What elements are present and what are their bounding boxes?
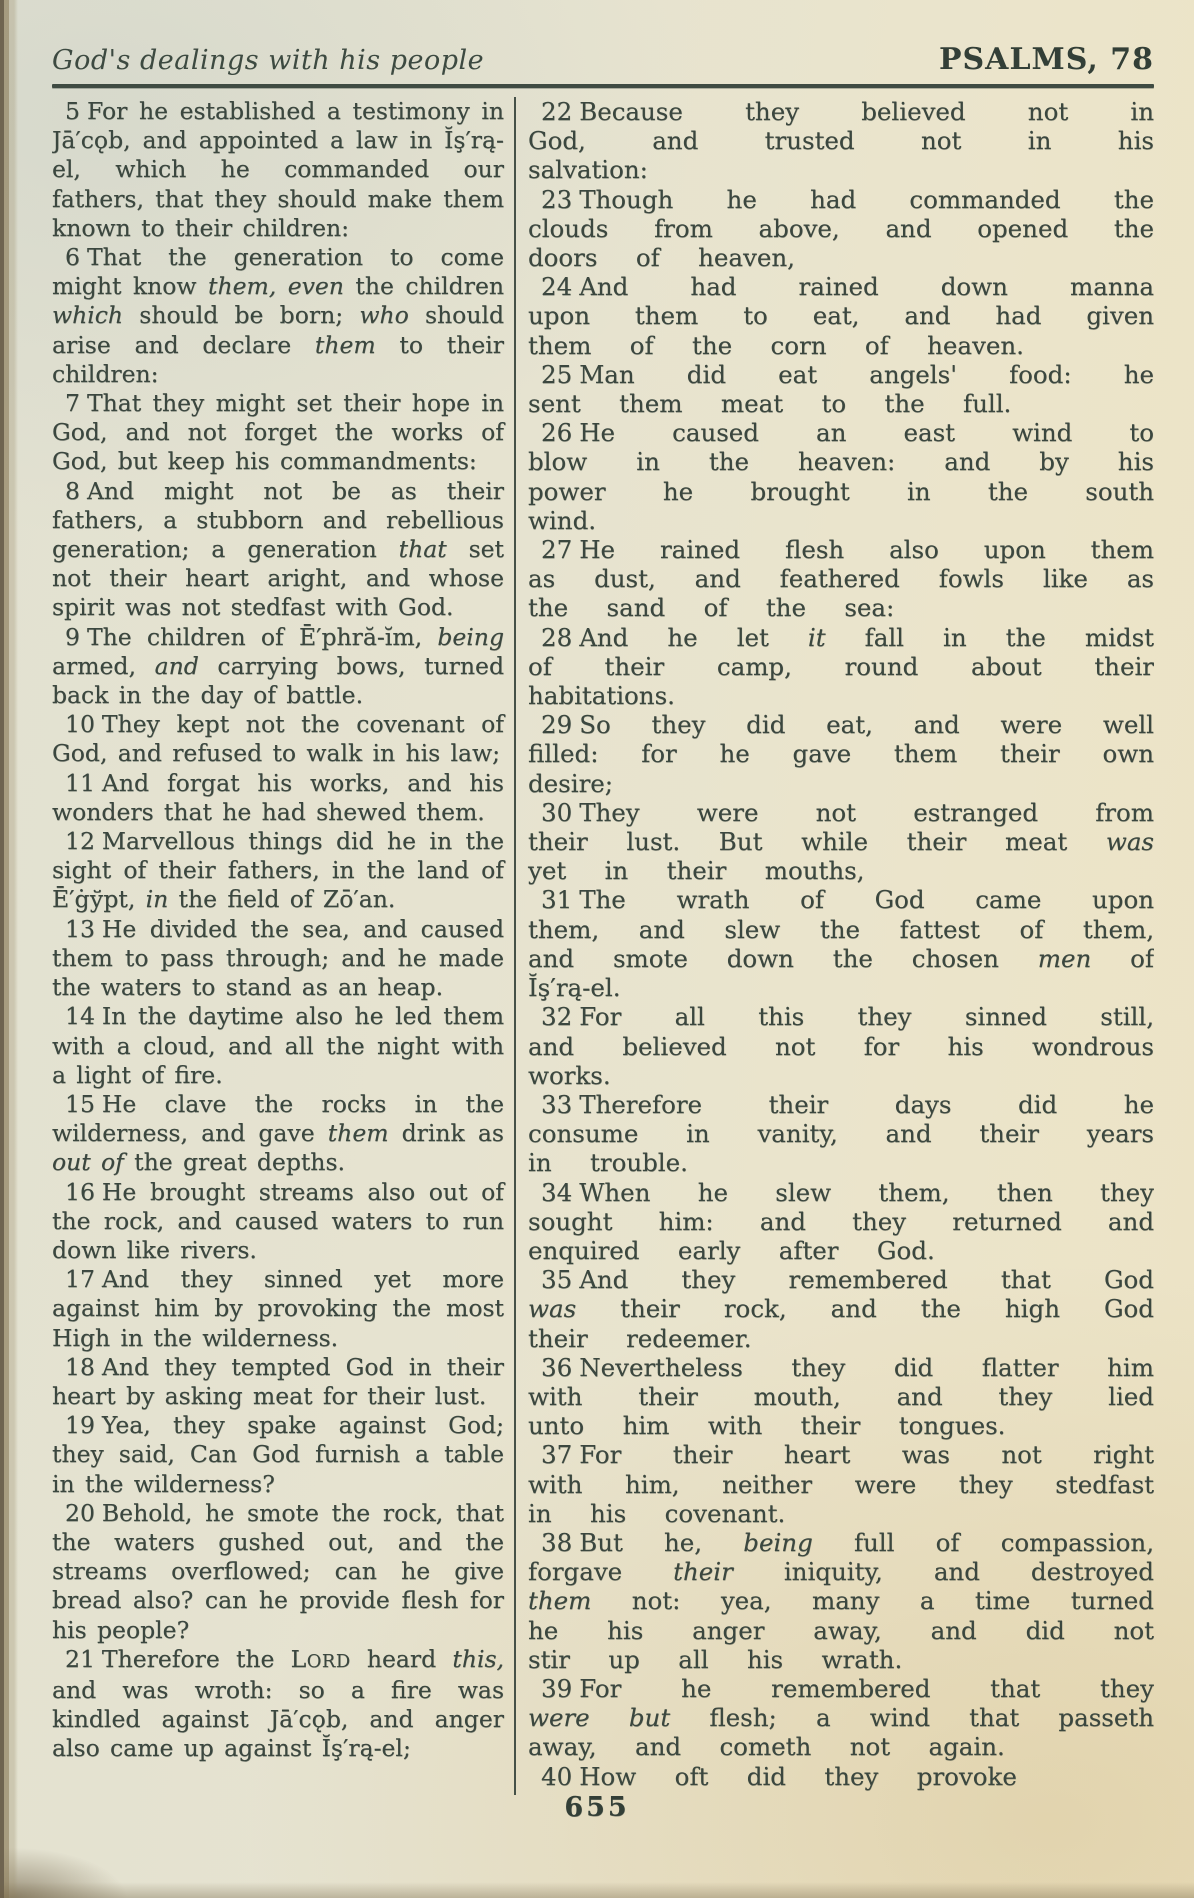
verse-number: 5 bbox=[65, 97, 80, 125]
verse-31: 31 The wrath of God came upon them, and slew the fattest of them, and smote down the chosen men of Ĭş′rą-el. bbox=[528, 885, 1154, 1003]
verse-35: 35 And they remembered that God was their rock, and the high God their redeemer. bbox=[528, 1265, 1154, 1353]
verse-number: 37 bbox=[541, 1440, 573, 1470]
verse-33: 33 Therefore their days did he consume in vanity, and their years in trouble. bbox=[528, 1089, 1154, 1178]
verse-number: 13 bbox=[65, 914, 95, 943]
verse-number: 11 bbox=[65, 768, 95, 797]
verse-29: 29 So they did eat, and were well filled: for he gave them their own desire; bbox=[528, 710, 1154, 798]
verse-number: 33 bbox=[541, 1089, 573, 1119]
verse-number: 21 bbox=[65, 1644, 95, 1673]
verse-number: 30 bbox=[541, 797, 573, 827]
verse-number: 24 bbox=[541, 272, 573, 302]
verse-number: 27 bbox=[541, 535, 573, 565]
verse-18: 18 And they tempted God in their heart by asking meat for their lust. bbox=[52, 1352, 504, 1410]
verse-7: 7 That they might set their hope in God, and not forget the works of God, but keep his commandments: bbox=[52, 389, 504, 476]
column-left bbox=[52, 97, 514, 1795]
verse-number: 12 bbox=[65, 827, 95, 856]
verse-number: 14 bbox=[65, 1002, 95, 1031]
verse-number: 19 bbox=[65, 1411, 95, 1440]
verse-23: 23 Though he had commanded the clouds from above, and opened the doors of heaven, bbox=[528, 184, 1154, 273]
verse-13: 13 He divided the sea, and caused them to pass through; and he made the waters to stand as an heap. bbox=[52, 914, 504, 1002]
verse-39: 39 For he remembered that they were but flesh; a wind that passeth away, and cometh not again. bbox=[528, 1673, 1154, 1762]
verse-number: 10 bbox=[65, 710, 95, 739]
verse-number: 23 bbox=[541, 184, 573, 214]
divine-name-smallcaps: LORD bbox=[290, 1644, 351, 1673]
verse-15: 15 He clave the rocks in the wilderness, and gave them drink as out of the great depths. bbox=[52, 1089, 504, 1177]
verse-number: 38 bbox=[541, 1527, 573, 1557]
verse-26: 26 He caused an east wind to blow in the heaven: and by his power he brought in the south wind. bbox=[528, 418, 1154, 535]
verse-24: 24 And had rained down manna upon them to eat, and had given them of the corn of heaven. bbox=[528, 272, 1154, 360]
verse-number: 9 bbox=[65, 622, 80, 651]
column-right bbox=[516, 97, 1154, 1795]
verse-number: 29 bbox=[541, 710, 573, 740]
verse-22: 22 Because they believed not in God, and trusted not in his salvation: bbox=[528, 97, 1154, 185]
verse-27: 27 He rained flesh also upon them as dust, and feathered fowls like as the sand of the sea: bbox=[528, 535, 1154, 623]
verse-number: 7 bbox=[65, 389, 80, 418]
verse-number: 34 bbox=[541, 1177, 573, 1207]
verse-number: 8 bbox=[65, 476, 80, 505]
verse-6: 6 That the generation to come might know them, even the children which should be born; who should arise and declare them to their children: bbox=[52, 243, 505, 388]
verse-40: 40 How oft did they provoke bbox=[541, 1761, 1017, 1791]
running-head bbox=[52, 42, 1154, 77]
verse-32: 32 For all this they sinned still, and believed not for his wondrous works. bbox=[528, 1002, 1154, 1090]
verse-number: 15 bbox=[65, 1089, 95, 1118]
verse-number: 35 bbox=[541, 1265, 573, 1295]
verse-number: 40 bbox=[541, 1761, 573, 1791]
verse-10: 10 They kept not the covenant of God, and refused to walk in his law; bbox=[52, 710, 504, 768]
verse-number: 16 bbox=[65, 1177, 95, 1206]
verse-number: 18 bbox=[65, 1352, 95, 1381]
verse-number: 20 bbox=[65, 1498, 95, 1527]
verse-14: 14 In the daytime also he led them with a cloud, and all the night with a light of fire. bbox=[52, 1002, 504, 1089]
verse-number: 26 bbox=[541, 418, 573, 448]
verse-36: 36 Nevertheless they did flatter him with their mouth, and they lied unto him with their tongues. bbox=[528, 1352, 1154, 1441]
verse-5: 5 For he established a testimony in Jā′cǫb, and appointed a law in Ĭş′rą-el, which he commanded our fathers, that they should make them known to their children: bbox=[52, 97, 504, 242]
running-head-book-chapter: PSALMS, 78 bbox=[938, 42, 1154, 77]
verse-12: 12 Marvellous things did he in the sight of their fathers, in the land of Ē′ġўpt, in the field of Zō′an. bbox=[52, 827, 504, 914]
verse-21: 21 Therefore the LORD heard this, and was wroth: so a fire was kindled against Jā′cǫb, and anger also came up against Ĭş′rą-el; bbox=[52, 1644, 504, 1763]
verse-30: 30 They were not estranged from their lust. But while their meat was yet in their mouths, bbox=[528, 797, 1154, 886]
verse-38: 38 But he, being full of compassion, forgave their iniquity, and destroyed them not: yea, many a time turned he his anger away, and did not stir up all his wrath. bbox=[528, 1527, 1154, 1674]
verse-number: 6 bbox=[65, 243, 80, 272]
verse-11: 11 And forgat his works, and his wonders that he had shewed them. bbox=[52, 768, 504, 826]
verse-number: 25 bbox=[541, 359, 573, 389]
verse-25: 25 Man did eat angels' food: he sent them meat to the full. bbox=[528, 359, 1154, 419]
verse-9: 9 The children of Ē′phră-ĭm, being armed, and carrying bows, turned back in the day of battle. bbox=[52, 622, 504, 710]
verse-number: 31 bbox=[541, 885, 573, 915]
page-bottom-shadow bbox=[0, 1882, 1194, 1898]
verse-number: 17 bbox=[65, 1265, 95, 1294]
verse-number: 32 bbox=[541, 1002, 573, 1032]
text-columns bbox=[52, 97, 1154, 1795]
verse-8: 8 And might not be as their fathers, a stubborn and rebellious generation; a generation that set not their heart aright, and whose spirit was not stedfast with God. bbox=[52, 476, 504, 622]
running-head-title: God's dealings with his people bbox=[52, 45, 485, 76]
verse-20: 20 Behold, he smote the rock, that the waters gushed out, and the streams overflowed; can he give bread also? can he provide flesh for his people? bbox=[52, 1498, 504, 1644]
verse-19: 19 Yea, they spake against God; they said, Can God furnish a table in the wilderness? bbox=[52, 1411, 504, 1498]
header-rule bbox=[52, 84, 1154, 88]
page-number: 655 bbox=[564, 1792, 630, 1823]
verse-16: 16 He brought streams also out of the rock, and caused waters to run down like rivers. bbox=[52, 1177, 504, 1264]
verse-number: 36 bbox=[541, 1352, 573, 1382]
verse-37: 37 For their heart was not right with him, neither were they stedfast in his covenant. bbox=[528, 1440, 1154, 1528]
verse-number: 28 bbox=[541, 622, 573, 652]
verse-34: 34 When he slew them, then they sought him: and they returned and enquired early after God. bbox=[528, 1177, 1154, 1265]
verse-28: 28 And he let it fall in the midst of their camp, round about their habitations. bbox=[528, 622, 1154, 711]
verse-number: 39 bbox=[541, 1673, 573, 1703]
verse-number: 22 bbox=[541, 97, 573, 126]
verse-17: 17 And they sinned yet more against him by provoking the most High in the wilderness. bbox=[52, 1265, 504, 1352]
